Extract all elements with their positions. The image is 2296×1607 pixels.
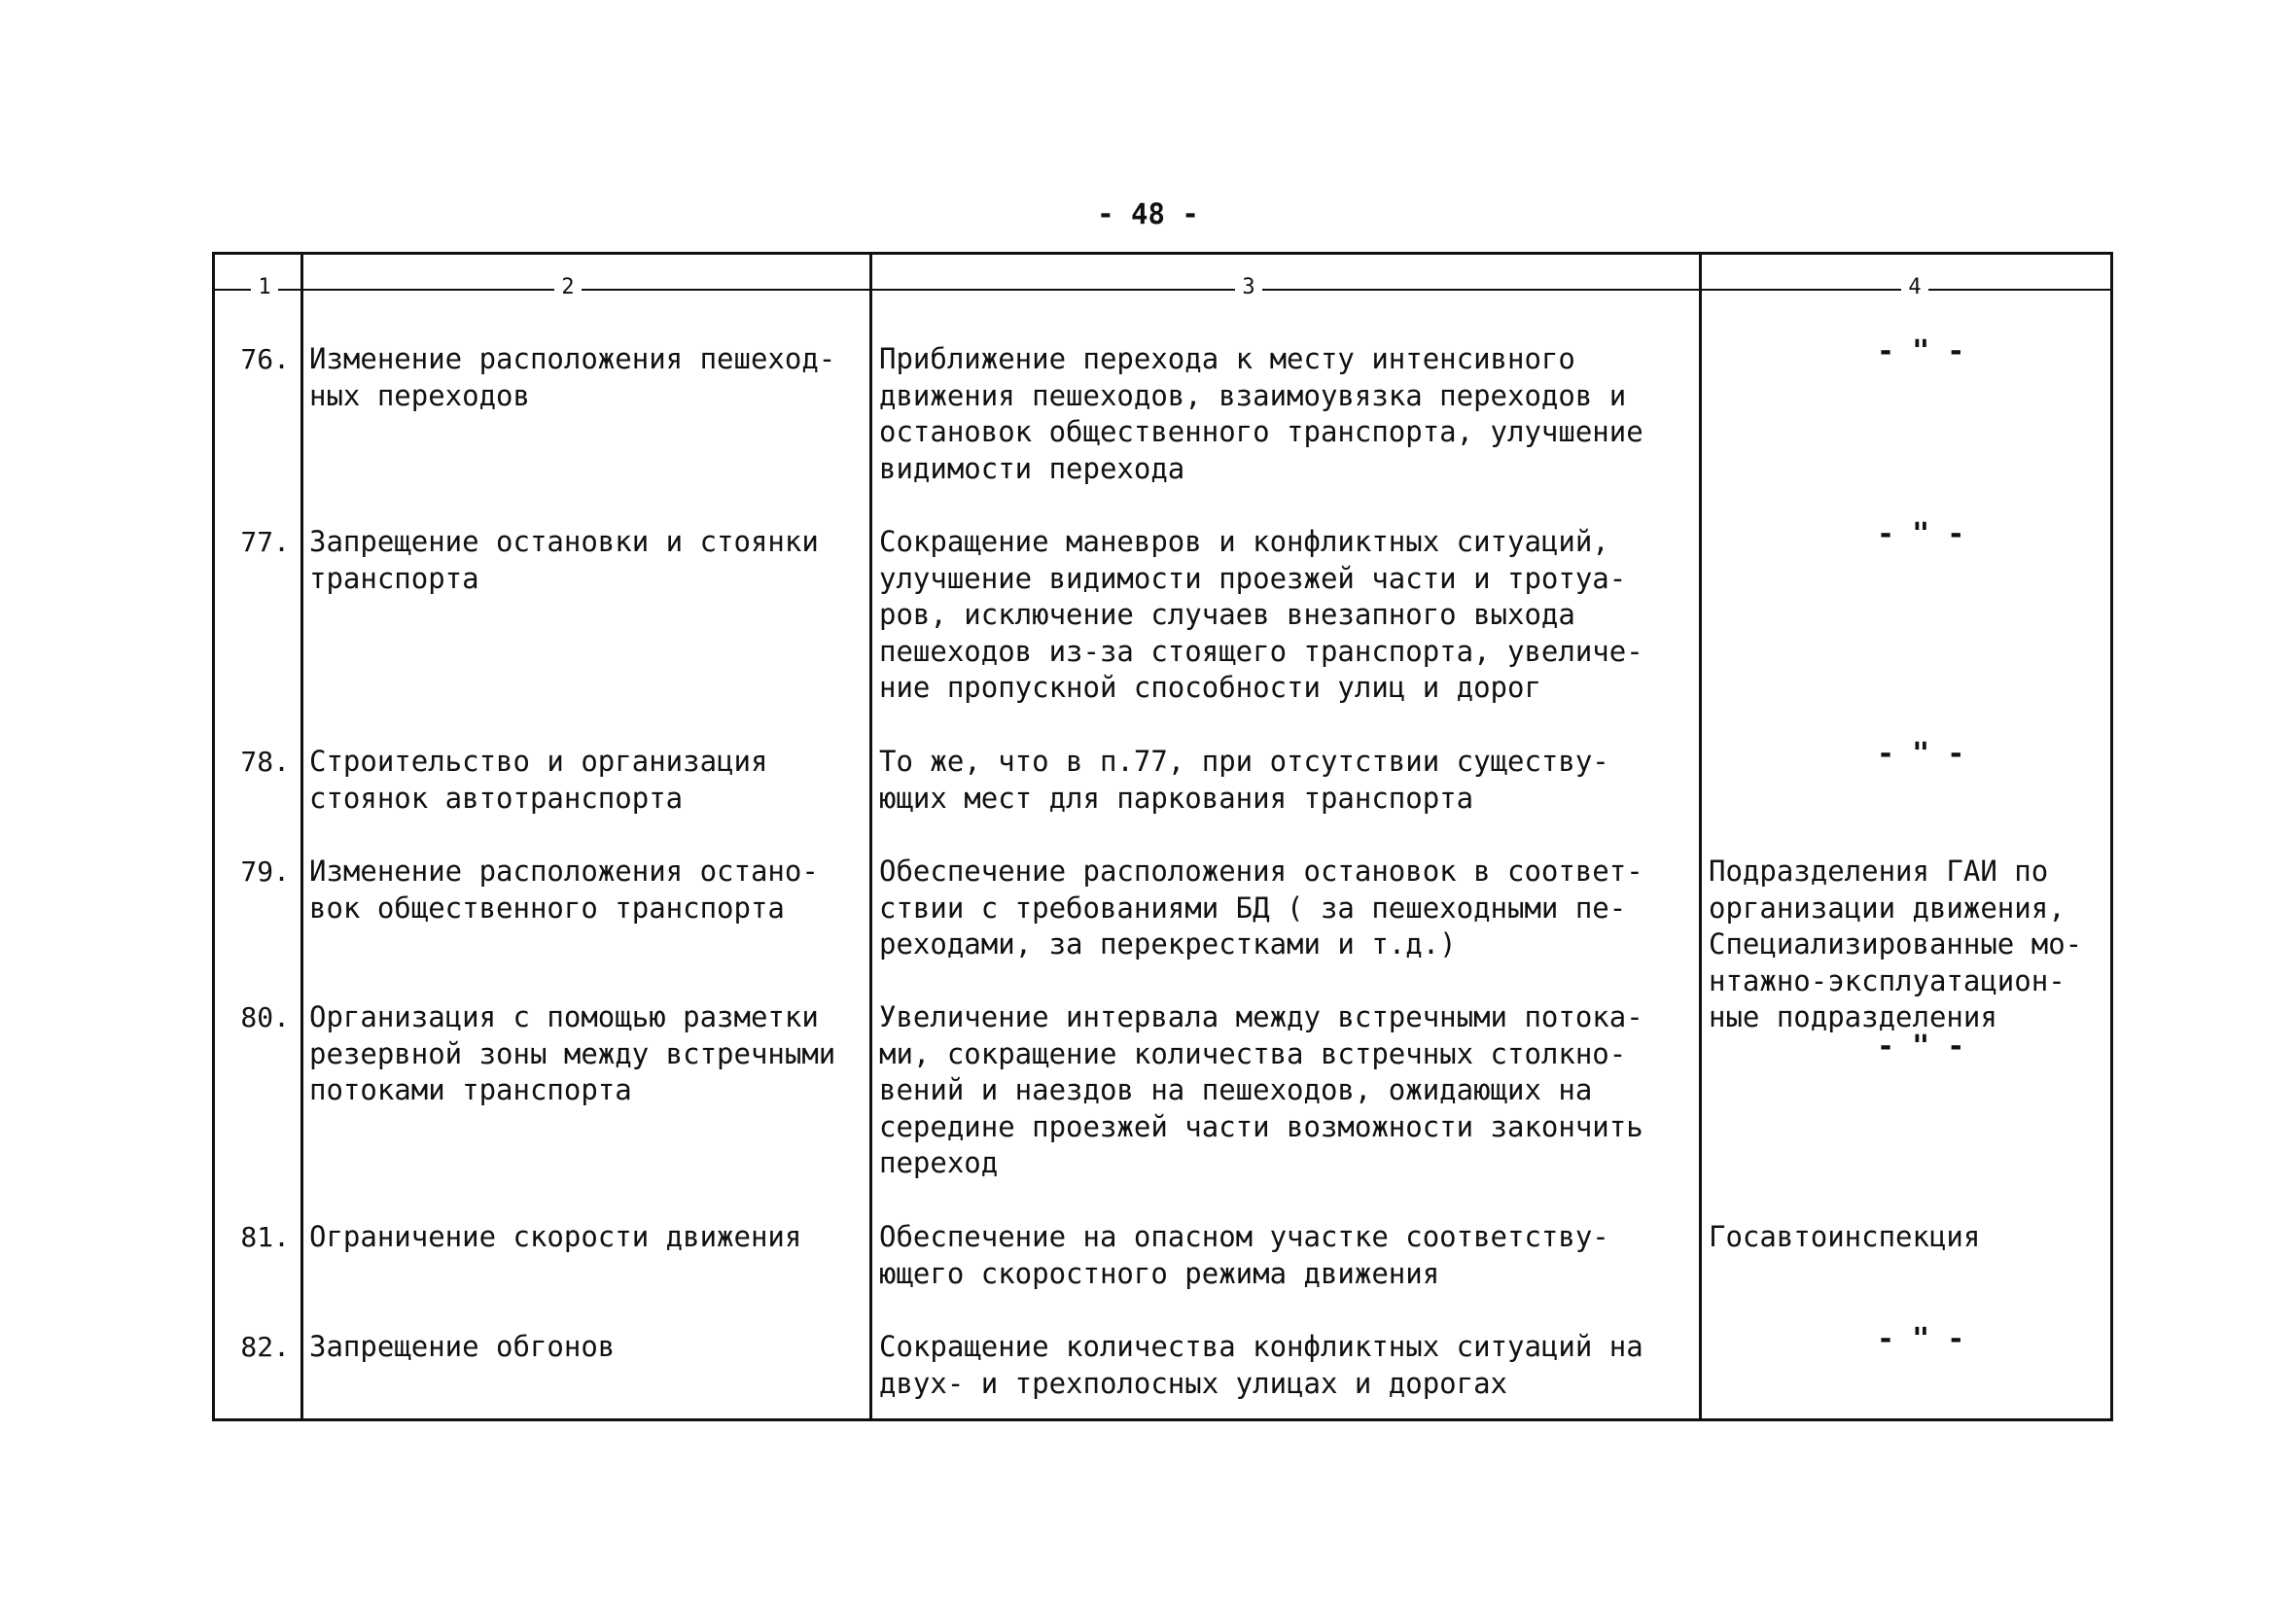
executor-cell: Госавтоинспекция [1709,1220,1981,1253]
column-divider [1699,252,1702,1421]
effect-cell: То же, что в п.77, при отсутствии существу- ющих мест для паркования транспорта [879,745,1609,815]
row-number: 77. [240,526,290,558]
column-number-2: 2 [554,273,582,302]
column-divider [300,252,303,1421]
header-rule [303,289,869,291]
row-number: 78. [240,746,290,778]
row-number: 80. [240,1001,290,1033]
executor-ditto: - " - [1877,1322,1965,1356]
executor-ditto: - " - [1877,737,1965,771]
header-rule [872,289,1699,291]
row-number: 79. [240,856,290,888]
column-divider [869,252,872,1421]
measure-cell: Организация с помощью разметки резервной зоны между встречными потоками транспорта [309,1000,836,1106]
effect-cell: Обеспечение на опасном участке соответству- ющего скоростного режима движения [879,1220,1609,1290]
measure-cell: Ограничение скорости движения [309,1220,802,1253]
column-number-1: 1 [251,273,278,302]
effect-cell: Увеличение интервала между встречными потока- ми, сокращение количества встречных столкно- вений и наездов на пешеходов, ожидающих на середине проезжей части возможности закончить переход [879,1000,1643,1179]
column-number-4: 4 [1901,273,1928,302]
row-number: 82. [240,1331,290,1363]
executor-cell: Подразделения ГАИ по организации движения, Специализированные мо- нтажно-эксплуатацион- ные подразделения [1709,855,2083,1033]
effect-cell: Приближение перехода к месту интенсивного движения пешеходов, взаимоувязка переходов и остановок общественного транспорта, улучшение видимости перехода [879,342,1643,485]
page-number: - 48 - [1097,197,1199,230]
executor-ditto: - " - [1877,334,1965,368]
measure-cell: Строительство и организация стоянок автотранспорта [309,745,768,815]
measure-cell: Запрещение обгонов [309,1330,616,1363]
executor-ditto: - " - [1877,517,1965,551]
measure-cell: Изменение расположения остано- вок общественного транспорта [309,855,819,925]
measure-cell: Запрещение остановки и стоянки транспорта [309,525,819,595]
effect-cell: Сокращение маневров и конфликтных ситуаций, улучшение видимости проезжей части и тротуа- ров, исключение случаев внезапного выхода пешеходов из-за стоящего транспорта, увеличе- ние пропускной способности улиц и дорог [879,525,1643,704]
column-number-3: 3 [1235,273,1262,302]
measure-cell: Изменение расположения пешеход- ных переходов [309,342,836,412]
executor-ditto: - " - [1877,1030,1965,1064]
effect-cell: Сокращение количества конфликтных ситуаций на двух- и трехполосных улицах и дорогах [879,1330,1643,1400]
row-number: 81. [240,1221,290,1253]
effect-cell: Обеспечение расположения остановок в соответ- ствии с требованиями БД ( за пешеходными пе- реходами, за перекрестками и т.д.) [879,855,1643,961]
row-number: 76. [240,343,290,375]
